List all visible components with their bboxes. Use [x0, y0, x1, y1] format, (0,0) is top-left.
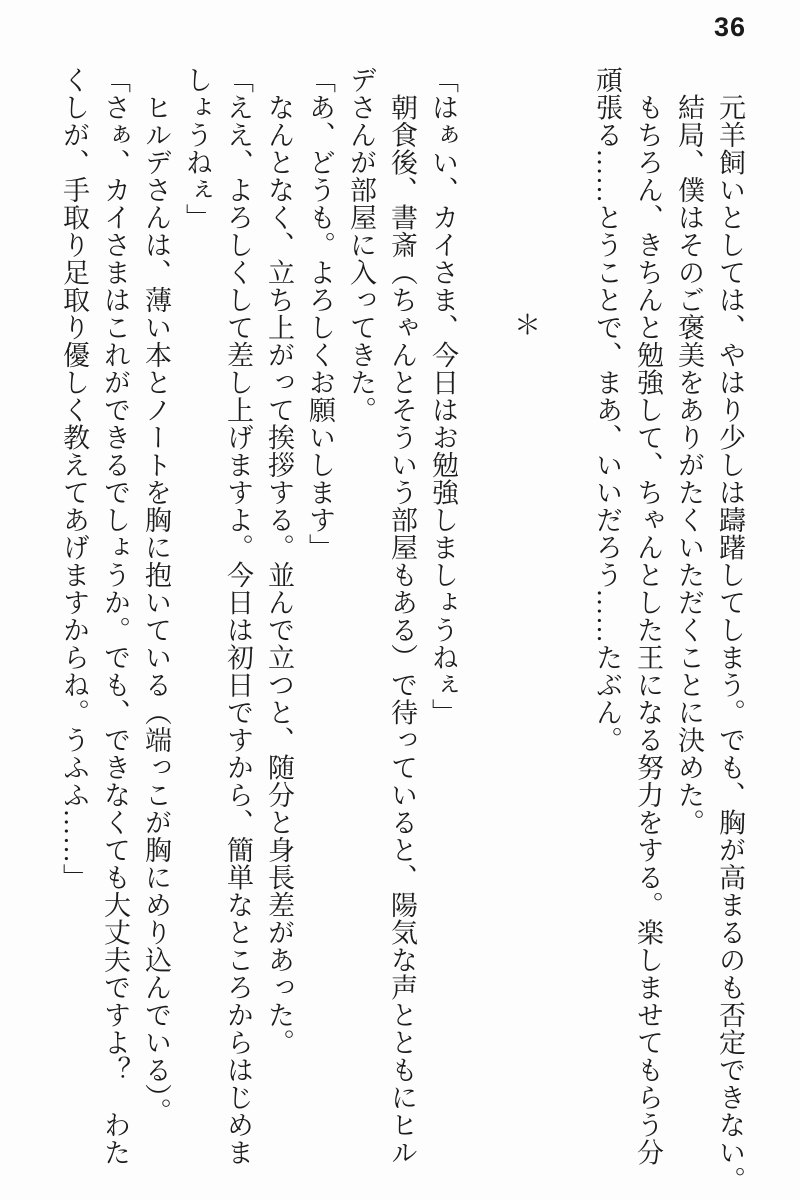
text-line: くしが、手取り足取り優しく教えてあげますからね。うふふ……」: [59, 66, 89, 891]
page-number: 36: [714, 12, 747, 42]
text-line: 結局、僕はそのご褒美をありがたくいただくことに決めた。: [674, 66, 704, 836]
text-line: 「さぁ、カイさまはこれができるでしょうか。でも、できなくても大丈夫ですよ？ わた: [100, 66, 130, 1166]
text-line: 頑張る……とうことで、まあ、いいだろう……たぶん。: [592, 66, 622, 754]
section-break-asterisk: ＊: [510, 311, 540, 339]
text-line: なんとなく、立ち上がって挨拶する。並んで立つと、随分と身長差があった。: [264, 66, 294, 1056]
vertical-text-block: [53, 66, 750, 1194]
text-line: 「はぁい、カイさま、今日はお勉強しましょうねぇ」: [428, 66, 458, 726]
text-line: しょうねぇ」: [182, 66, 212, 231]
text-line: 朝食後、書斎（ちゃんとそういう部屋もある）で待っていると、陽気な声とともにヒル: [387, 66, 417, 1166]
text-line: 「あ、どうも。よろしくお願いします」: [305, 66, 335, 561]
text-line: 元羊飼いとしては、やはり少しは躊躇してしまう。でも、胸が高まるのも否定できない。: [715, 66, 745, 1194]
text-line: デさんが部屋に入ってきた。: [346, 66, 376, 424]
text-line: 「ええ、よろしくして差し上げますよ。今日は初日ですから、簡単なところからはじめま: [223, 66, 253, 1166]
text-line: もちろん、きちんと勉強して、ちゃんとした王になる努力をする。楽しませてもらう分: [633, 66, 663, 1166]
text-line: ヒルデさんは、薄い本とノートを胸に抱いている（端っこが胸にめり込んでいる）。: [141, 66, 171, 1125]
